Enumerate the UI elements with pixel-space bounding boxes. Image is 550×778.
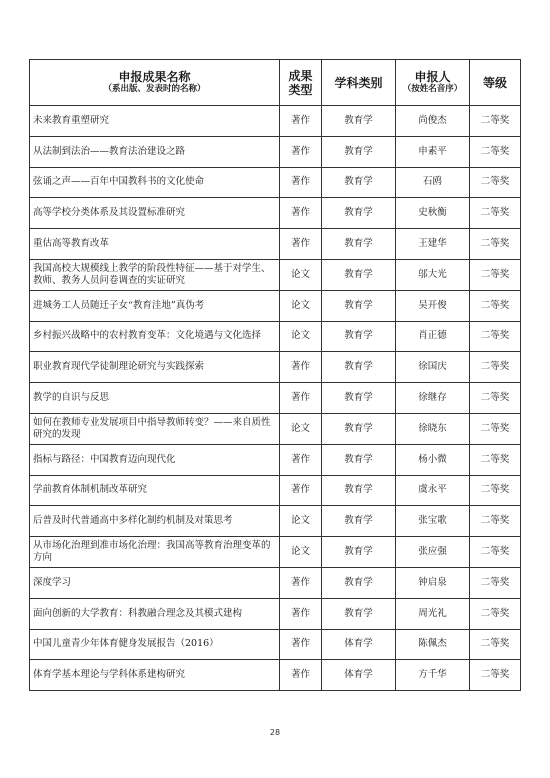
cell-type: 著作 — [280, 629, 322, 660]
cell-name: 后普及时代普通高中多样化制约机制及对策思考 — [30, 506, 280, 537]
table-row — [30, 444, 521, 475]
cell-grade: 二等奖 — [470, 629, 521, 660]
cell-grade: 二等奖 — [470, 413, 521, 444]
cell-applicant: 王建华 — [396, 229, 470, 260]
header-applicant — [396, 60, 470, 106]
cell-type: 论文 — [280, 259, 322, 290]
cell-applicant: 肖正德 — [396, 321, 470, 352]
table-row — [30, 198, 521, 229]
cell-grade: 二等奖 — [470, 660, 521, 691]
cell-grade: 二等奖 — [470, 444, 521, 475]
cell-discipline: 体育学 — [322, 660, 396, 691]
awards-table — [29, 59, 521, 691]
cell-discipline: 教育学 — [322, 321, 396, 352]
cell-type: 著作 — [280, 136, 322, 167]
cell-grade: 二等奖 — [470, 321, 521, 352]
page-number: 28 — [269, 728, 281, 737]
cell-discipline: 教育学 — [322, 537, 396, 568]
cell-discipline: 教育学 — [322, 598, 396, 629]
cell-applicant: 杨小微 — [396, 444, 470, 475]
cell-grade: 二等奖 — [470, 106, 521, 137]
table-row — [30, 229, 521, 260]
cell-applicant: 周光礼 — [396, 598, 470, 629]
cell-grade: 二等奖 — [470, 475, 521, 506]
cell-applicant: 尚俊杰 — [396, 106, 470, 137]
cell-name: 进城务工人员随迁子女“教育洼地”真伪考 — [30, 290, 280, 321]
cell-type: 著作 — [280, 352, 322, 383]
cell-type: 著作 — [280, 567, 322, 598]
table-row — [30, 136, 521, 167]
cell-grade: 二等奖 — [470, 229, 521, 260]
cell-applicant: 徐晓东 — [396, 413, 470, 444]
table-row — [30, 629, 521, 660]
cell-type: 著作 — [280, 475, 322, 506]
cell-type: 论文 — [280, 321, 322, 352]
table-row — [30, 598, 521, 629]
table-row — [30, 290, 521, 321]
header-name-sub: （系出版、发表时的名称） — [103, 84, 206, 94]
table-row — [30, 413, 521, 444]
header-applicant-sub: （按姓名音序） — [402, 84, 463, 94]
header-applicant-main: 申报人 — [414, 70, 451, 84]
table-row — [30, 106, 521, 137]
cell-grade: 二等奖 — [470, 598, 521, 629]
cell-grade: 二等奖 — [470, 506, 521, 537]
table-row — [30, 537, 521, 568]
cell-name: 从市场化治理到准市场化治理：我国高等教育治理变革的方向 — [30, 537, 280, 568]
cell-discipline: 教育学 — [322, 567, 396, 598]
cell-applicant: 钟启泉 — [396, 567, 470, 598]
table-header-row — [30, 60, 521, 106]
cell-name: 学前教育体制机制改革研究 — [30, 475, 280, 506]
table-row — [30, 383, 521, 414]
cell-type: 著作 — [280, 106, 322, 137]
cell-type: 著作 — [280, 444, 322, 475]
cell-name: 体育学基本理论与学科体系建构研究 — [30, 660, 280, 691]
cell-applicant: 徐国庆 — [396, 352, 470, 383]
cell-discipline: 教育学 — [322, 290, 396, 321]
header-type: 成果类型 — [280, 60, 322, 106]
cell-discipline: 教育学 — [322, 167, 396, 198]
cell-type: 论文 — [280, 413, 322, 444]
cell-discipline: 教育学 — [322, 106, 396, 137]
cell-name: 如何在教师专业发展项目中指导教师转变？——来自质性研究的发现 — [30, 413, 280, 444]
cell-applicant: 邬大光 — [396, 259, 470, 290]
cell-name: 中国儿童青少年体育健身发展报告（2016） — [30, 629, 280, 660]
table-row — [30, 475, 521, 506]
cell-name: 未来教育重塑研究 — [30, 106, 280, 137]
header-discipline: 学科类别 — [322, 60, 396, 106]
cell-type: 著作 — [280, 598, 322, 629]
cell-type: 著作 — [280, 198, 322, 229]
cell-discipline: 教育学 — [322, 383, 396, 414]
cell-applicant: 石鸥 — [396, 167, 470, 198]
cell-name: 面向创新的大学教育：科教融合理念及其模式建构 — [30, 598, 280, 629]
cell-applicant: 张宝歌 — [396, 506, 470, 537]
table-row — [30, 352, 521, 383]
cell-name: 教学的自识与反思 — [30, 383, 280, 414]
cell-grade: 二等奖 — [470, 290, 521, 321]
cell-applicant: 史秋衡 — [396, 198, 470, 229]
cell-type: 论文 — [280, 537, 322, 568]
cell-name: 深度学习 — [30, 567, 280, 598]
cell-applicant: 张应强 — [396, 537, 470, 568]
cell-name: 乡村振兴战略中的农村教育变革：文化境遇与文化选择 — [30, 321, 280, 352]
cell-type: 论文 — [280, 506, 322, 537]
cell-name: 高等学校分类体系及其设置标准研究 — [30, 198, 280, 229]
cell-type: 论文 — [280, 290, 322, 321]
cell-discipline: 教育学 — [322, 506, 396, 537]
cell-grade: 二等奖 — [470, 167, 521, 198]
header-name-main: 申报成果名称 — [118, 70, 191, 84]
cell-type: 著作 — [280, 383, 322, 414]
cell-name: 弦诵之声——百年中国教科书的文化使命 — [30, 167, 280, 198]
cell-applicant: 陈佩杰 — [396, 629, 470, 660]
cell-discipline: 教育学 — [322, 352, 396, 383]
cell-grade: 二等奖 — [470, 259, 521, 290]
cell-applicant: 徐继存 — [396, 383, 470, 414]
cell-grade: 二等奖 — [470, 537, 521, 568]
cell-type: 著作 — [280, 660, 322, 691]
table-row — [30, 259, 521, 290]
header-name — [30, 60, 280, 106]
cell-name: 我国高校大规模线上教学的阶段性特征——基于对学生、教师、教务人员问卷调查的实证研究 — [30, 259, 280, 290]
cell-grade: 二等奖 — [470, 136, 521, 167]
cell-discipline: 体育学 — [322, 629, 396, 660]
cell-type: 著作 — [280, 229, 322, 260]
table-row — [30, 660, 521, 691]
table-row — [30, 321, 521, 352]
cell-discipline: 教育学 — [322, 229, 396, 260]
cell-applicant: 虞永平 — [396, 475, 470, 506]
cell-grade: 二等奖 — [470, 567, 521, 598]
cell-discipline: 教育学 — [322, 413, 396, 444]
cell-type: 著作 — [280, 167, 322, 198]
cell-applicant: 方千华 — [396, 660, 470, 691]
cell-grade: 二等奖 — [470, 383, 521, 414]
table-row — [30, 506, 521, 537]
cell-discipline: 教育学 — [322, 475, 396, 506]
header-grade: 等级 — [470, 60, 521, 106]
table-row — [30, 567, 521, 598]
cell-grade: 二等奖 — [470, 198, 521, 229]
cell-name: 从法制到法治——教育法治建设之路 — [30, 136, 280, 167]
cell-discipline: 教育学 — [322, 444, 396, 475]
cell-discipline: 教育学 — [322, 198, 396, 229]
cell-name: 重估高等教育改革 — [30, 229, 280, 260]
cell-discipline: 教育学 — [322, 259, 396, 290]
cell-grade: 二等奖 — [470, 352, 521, 383]
cell-discipline: 教育学 — [322, 136, 396, 167]
cell-applicant: 吴开俊 — [396, 290, 470, 321]
cell-applicant: 申素平 — [396, 136, 470, 167]
table-row — [30, 167, 521, 198]
cell-name: 职业教育现代学徒制理论研究与实践探索 — [30, 352, 280, 383]
cell-name: 指标与路径：中国教育迈向现代化 — [30, 444, 280, 475]
